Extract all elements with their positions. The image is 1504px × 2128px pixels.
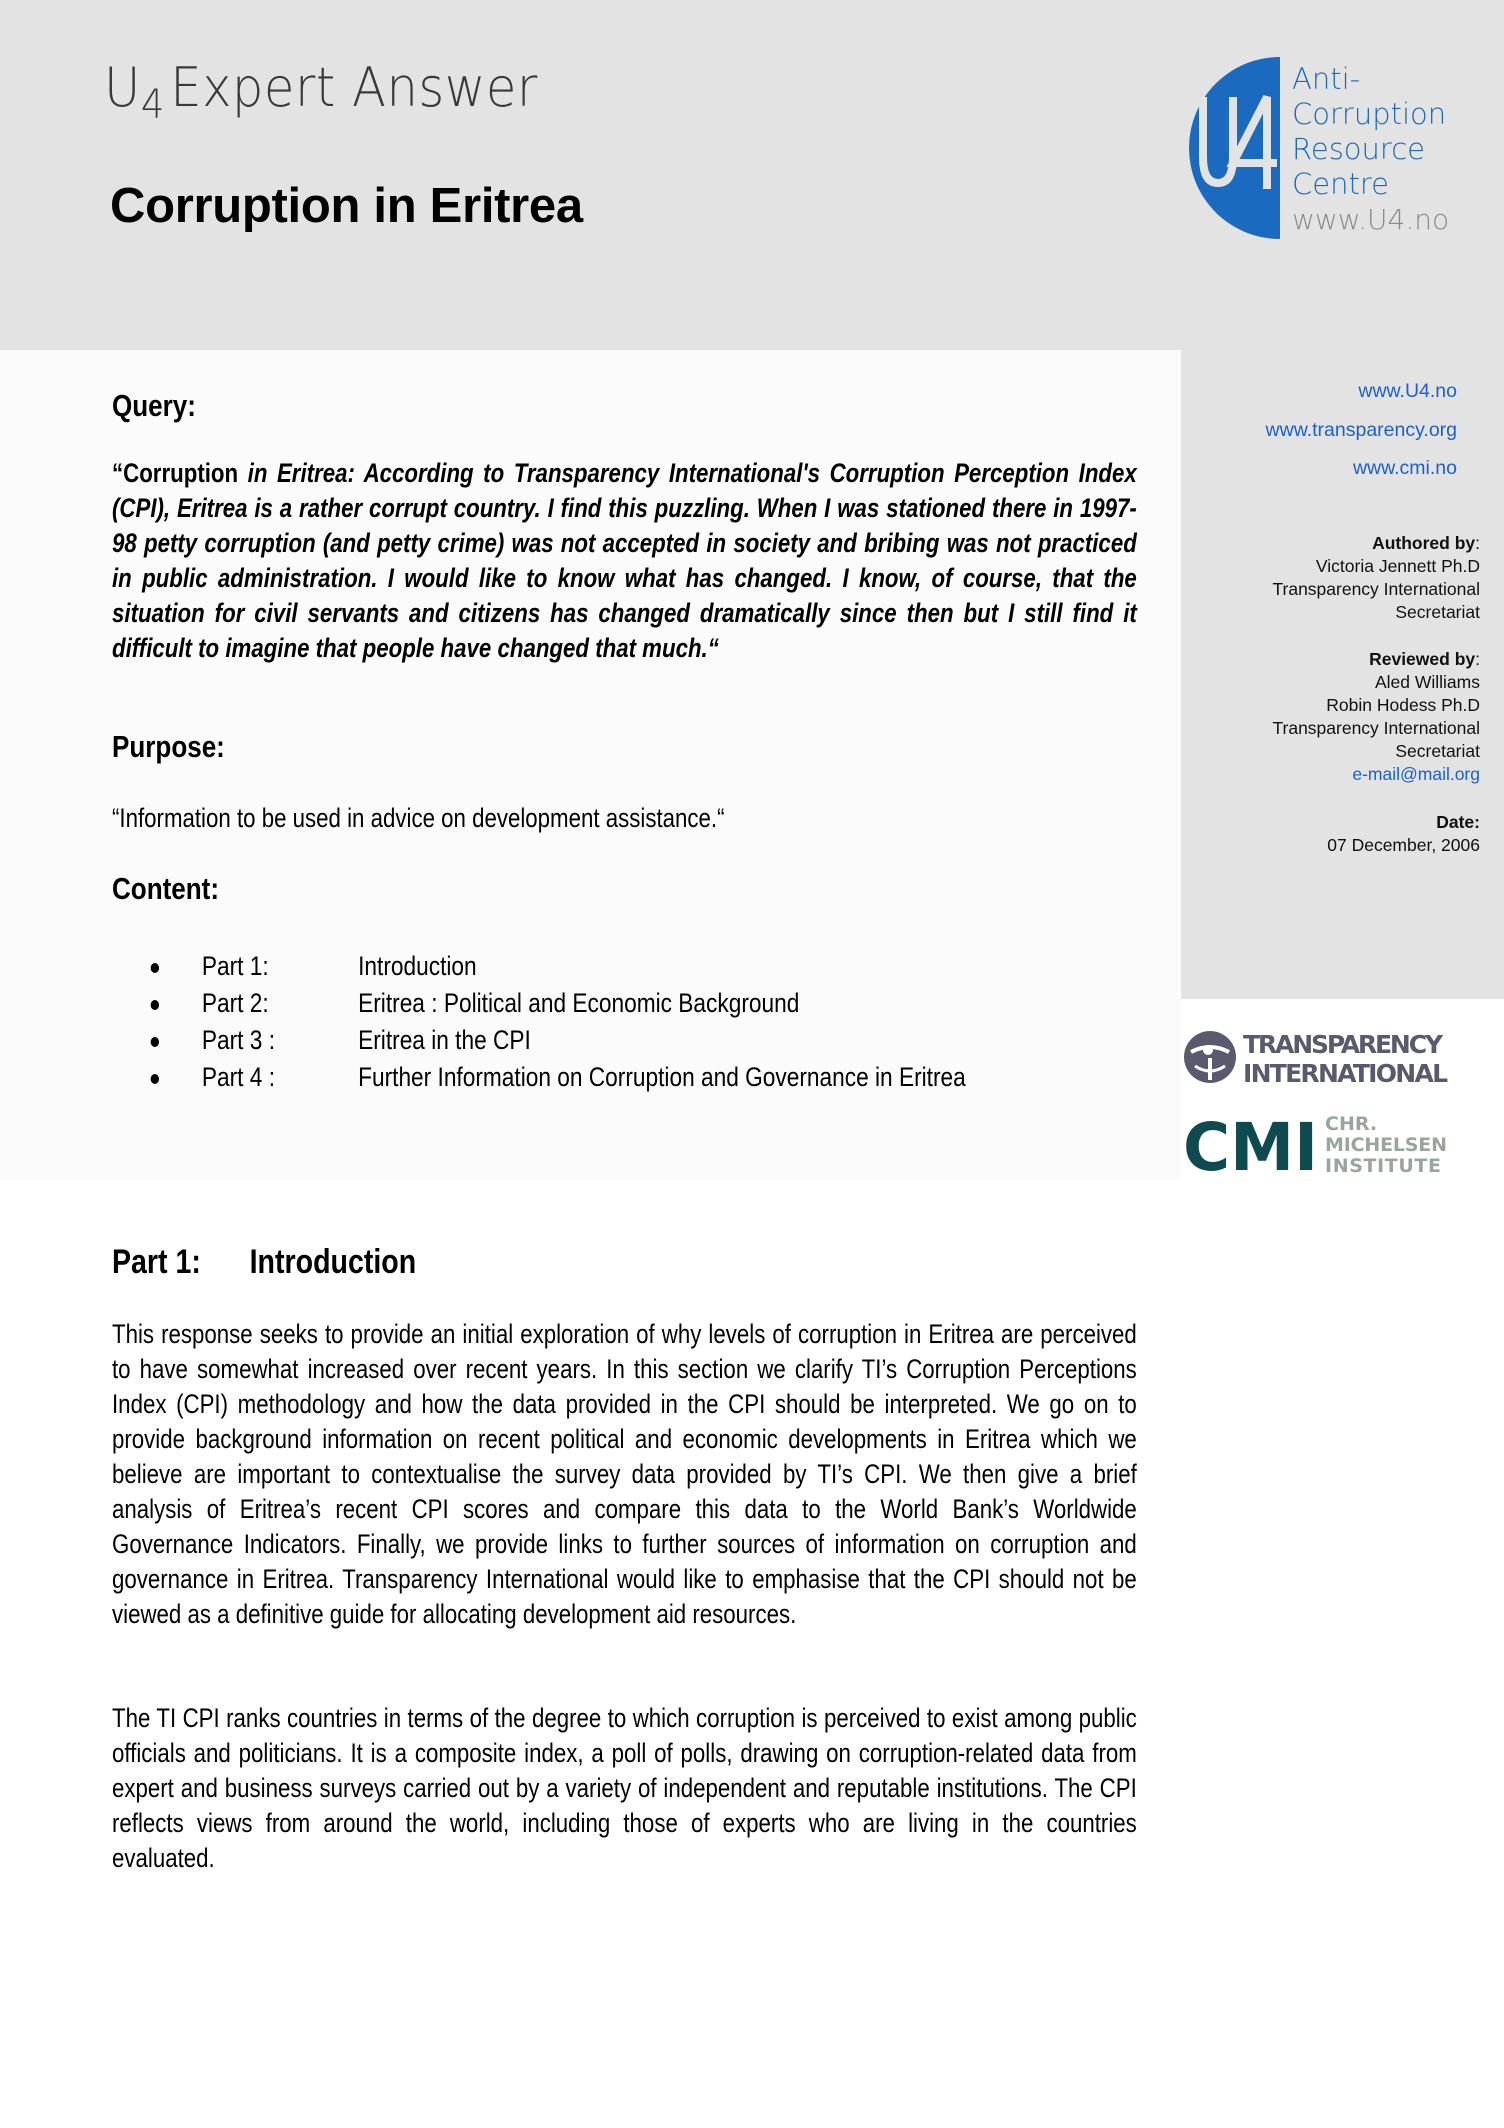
authored-block	[1272, 532, 1480, 624]
date-block	[1327, 811, 1480, 857]
colon: :	[1475, 649, 1480, 669]
reviewer-org: Transparency International	[1272, 718, 1480, 738]
u4-logo-line: Centre	[1292, 167, 1389, 201]
author-org: Transparency International	[1272, 579, 1480, 599]
part1-paragraph-1: This response seeks to provide an initial exploration of why levels of corruption in Eritrea are perceived to have somewhat increased over recent years. In this section we clarify TI’s Corruption Perceptions Index (CPI) methodology and how the data provided in the CPI should be interpreted. We go on to provide background information on recent political and economic developments in Eritrea which we believe are important to contextualise the survey data provided by TI’s CPI. We then give a brief analysis of Eritrea’s recent CPI scores and compare this data to the World Bank’s Worldwide Governance Indicators. Finally, we provide links to further sources of information on corruption and governance in Eritrea. Transparency International would like to emphasise that the CPI should not be viewed as a definitive guide for allocating development aid resources.	[112, 1319, 1137, 1629]
email-link[interactable]: e-mail@mail.org	[1352, 764, 1480, 784]
table-of-contents	[112, 948, 1120, 1096]
toc-item[interactable]	[112, 948, 1120, 985]
link-transparency[interactable]: www.transparency.org	[1265, 418, 1457, 441]
u4-logo-line: Anti-	[1292, 62, 1361, 96]
bullet-icon	[151, 963, 159, 973]
toc-title: Eritrea : Political and Economic Background	[358, 988, 800, 1018]
part1-title: Introduction	[249, 1243, 417, 1281]
part1-heading	[112, 1243, 416, 1282]
series-sub: 4	[140, 82, 165, 128]
toc-item[interactable]	[112, 985, 1120, 1022]
toc-item[interactable]	[112, 1059, 1120, 1096]
query-text	[112, 456, 1137, 666]
cmi-logo-icon	[1183, 1108, 1463, 1178]
sidebar-links	[1266, 372, 1457, 488]
u4-logo-url: www.U4.no	[1292, 203, 1450, 236]
reviewer-org-unit: Secretariat	[1395, 741, 1480, 761]
svg-text:CHR.: CHR.	[1325, 1113, 1378, 1135]
purpose-text: “Information to be used in advice on development assistance.“	[112, 803, 725, 833]
transparency-international-logo-icon	[1183, 1028, 1453, 1088]
toc-part: Part 3 :	[201, 1025, 275, 1055]
series-rest: Expert Answer	[170, 56, 538, 119]
date-label: Date:	[1436, 812, 1480, 832]
link-cmi[interactable]: www.cmi.no	[1352, 457, 1457, 479]
authored-label: Authored by	[1372, 533, 1476, 553]
content-heading: Content:	[112, 871, 220, 906]
author-name: Victoria Jennett Ph.D	[1315, 556, 1480, 576]
author-org-unit: Secretariat	[1395, 602, 1480, 622]
reviewer-name: Aled Williams	[1374, 672, 1480, 692]
part1-paragraph-2: The TI CPI ranks countries in terms of the degree to which corruption is perceived to exist among public officials and politicians. It is a composite index, a poll of polls, drawing on corruption-related data from expert and business surveys carried out by a variety of independent and reputable institutions. The CPI reflects views from around the world, including those of experts who are living in the countries evaluated.	[112, 1703, 1137, 1873]
svg-text:CMI: CMI	[1183, 1109, 1318, 1178]
svg-text:INSTITUTE: INSTITUTE	[1325, 1155, 1441, 1177]
reviewer-name: Robin Hodess Ph.D	[1326, 695, 1480, 715]
bullet-icon	[151, 1074, 159, 1084]
svg-text:MICHELSEN: MICHELSEN	[1325, 1134, 1447, 1156]
toc-part: Part 2:	[201, 988, 269, 1018]
purpose-heading: Purpose:	[112, 729, 225, 764]
bullet-icon	[151, 1000, 159, 1010]
bullet-icon	[151, 1037, 159, 1047]
series-prefix: U	[104, 56, 141, 119]
toc-part: Part 1:	[201, 951, 269, 981]
reviewed-block	[1272, 648, 1480, 786]
reviewed-label: Reviewed by	[1369, 649, 1476, 669]
toc-title: Eritrea in the CPI	[358, 1025, 531, 1055]
u4-logo-line: Resource	[1292, 132, 1425, 166]
query-body: in Eritrea: According to Transparency International's Corruption Perception Index (CPI), Eritrea is a rather corrupt country. I find this puzzling. When I was stationed there in 1997-98 petty corruption (and petty crime) was not accepted in society and bribing was not practiced in public administration. I would like to know what has changed. I know, of course, that the situation for civil servants and citizens has changed dramatically since then but I still find it difficult to imagine that people have changed that much.“	[112, 458, 1137, 663]
toc-item[interactable]	[112, 1022, 1120, 1059]
toc-part: Part 4 :	[201, 1062, 275, 1092]
ti-line2: INTERNATIONAL	[1243, 1059, 1448, 1088]
u4-logo-text	[1292, 62, 1446, 202]
toc-title: Introduction	[358, 951, 477, 981]
date-value: 07 December, 2006	[1327, 835, 1480, 855]
query-heading: Query:	[112, 388, 196, 423]
colon: :	[1475, 533, 1480, 553]
link-u4[interactable]: www.U4.no	[1358, 380, 1457, 402]
u4-logo-line: Corruption	[1292, 97, 1447, 131]
query-lead: “Corruption	[112, 458, 239, 488]
ti-line1: TRANSPARENCY	[1243, 1030, 1443, 1059]
part1-number: Part 1:	[112, 1243, 201, 1281]
toc-title: Further Information on Corruption and Governance in Eritrea	[358, 1062, 966, 1092]
document-title: Corruption in Eritrea	[110, 179, 583, 233]
series-title	[104, 56, 538, 128]
